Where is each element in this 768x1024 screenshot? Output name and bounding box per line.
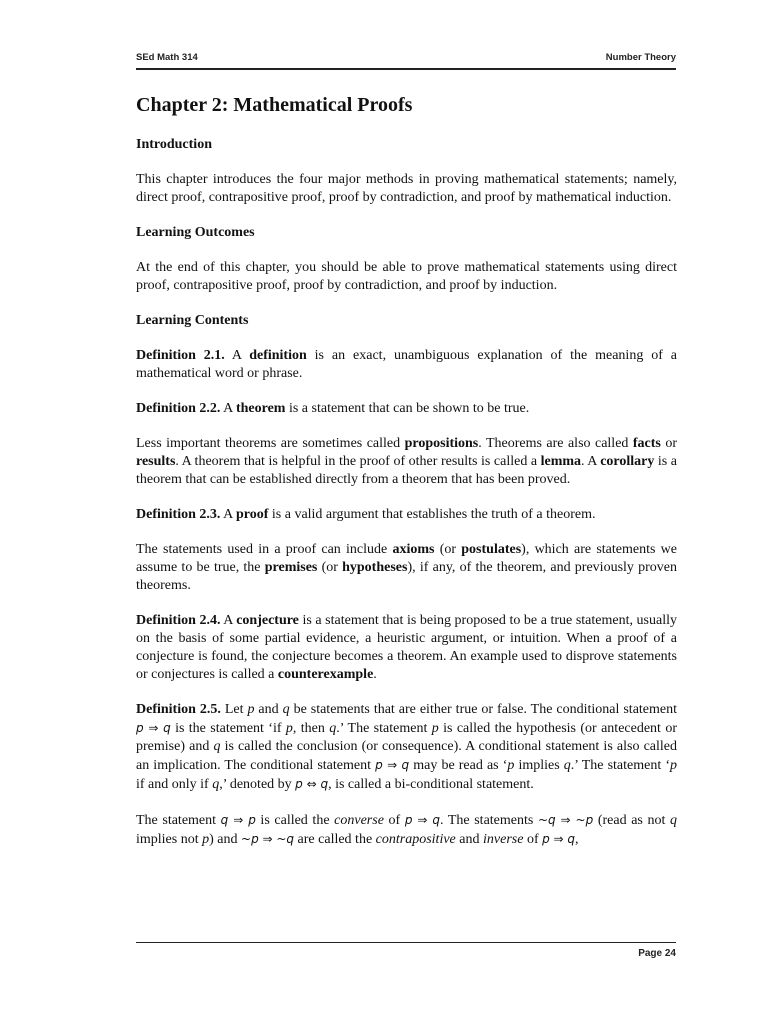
term: facts	[632, 436, 661, 451]
text: is the statement ‘if	[170, 721, 286, 736]
outcomes-text: At the end of this chapter, you should be able to prove mathematical statements using direct proof, contrapositive proof, proof by contradiction, and proof by induction.	[136, 260, 677, 293]
term-italic: inverse	[483, 832, 524, 847]
text: (or	[317, 560, 343, 575]
def-text: A	[224, 348, 250, 363]
def-text: is a valid argument that establishes the truth of a theorem.	[268, 507, 596, 522]
text: implies	[514, 758, 564, 773]
math-expression: q ⇒ p	[220, 813, 256, 827]
chapter-title: Chapter 2: Mathematical Proofs	[136, 94, 413, 116]
math-expression: p ⇒ q	[404, 813, 440, 827]
math-expression: p ⇒ q	[375, 758, 410, 772]
page-content	[136, 92, 677, 866]
definition-2-2	[136, 400, 677, 418]
math-expression: ~q ⇒ ~p	[537, 813, 594, 827]
footer-rule	[136, 942, 676, 943]
text: The statements used in a proof can include	[136, 542, 393, 557]
page-number: Page 24	[638, 948, 676, 959]
text: if and only if	[136, 777, 213, 792]
converse-paragraph	[136, 811, 677, 849]
text: . A theorem that is helpful in the proof of other results is called a	[175, 454, 541, 469]
term: corollary	[600, 454, 655, 469]
term: propositions	[404, 436, 479, 451]
header-course: SEd Math 314	[136, 52, 198, 63]
def-label: Definition 2.1.	[136, 348, 225, 363]
text: ), which are statements we assume to be true, the	[136, 542, 677, 575]
theorems-paragraph	[136, 435, 677, 489]
intro-heading: Introduction	[136, 137, 212, 152]
def-text: A	[220, 507, 236, 522]
intro-text: This chapter introduces the four major methods in proving mathematical statements; namely, direct proof, contrapositive proof, proof by contradiction, and proof by mathematical induction.	[136, 172, 677, 205]
text: is called the hypothesis (or antecedent or premise) and	[136, 721, 677, 754]
term: results	[136, 454, 176, 469]
def-text: A	[220, 613, 237, 628]
var-q: q	[282, 702, 290, 717]
def-text: .	[373, 667, 377, 682]
def-text: is a statement that is being proposed to be a true statement, usually on the basis of some partial evidence, a heuristic argument, or intuition. When a proof of a conjecture is found, the conjecture becomes a theorem. An example used to disprove statements or conjectures is called a	[136, 613, 677, 682]
text: , is called a bi-conditional statement.	[328, 777, 534, 792]
text: .’ The statement ‘	[570, 758, 670, 773]
header-rule	[136, 68, 676, 70]
term: postulates	[461, 542, 522, 557]
text: ), if any, of the theorem, and previously proven theorems.	[136, 560, 677, 593]
text: . The statements	[439, 813, 538, 828]
axioms-paragraph	[136, 541, 677, 595]
text: be statements that are either true or false. The conditional statement	[289, 702, 678, 717]
text: of	[383, 813, 405, 828]
text: Let	[220, 702, 248, 717]
text: and	[254, 702, 283, 717]
math-expression: p ⇒ q	[136, 721, 171, 735]
text: of	[523, 832, 543, 847]
page-header	[136, 52, 676, 63]
text: are called the	[294, 832, 376, 847]
math-expression: p ⇒ q	[542, 832, 576, 846]
def-term: theorem	[235, 401, 286, 416]
text: and	[455, 832, 483, 847]
var-q: q	[329, 721, 337, 736]
def-label: Definition 2.5.	[136, 702, 221, 717]
text: (read as not	[593, 813, 670, 828]
def-term: conjecture	[236, 613, 299, 628]
term-italic: converse	[334, 813, 384, 828]
def-term: proof	[235, 507, 269, 522]
def-label: Definition 2.4.	[136, 613, 221, 628]
term: lemma	[540, 454, 582, 469]
term: axioms	[392, 542, 435, 557]
var-q: q	[670, 813, 677, 828]
def-term: definition	[249, 348, 307, 363]
term: hypotheses	[342, 560, 408, 575]
definition-2-1	[136, 347, 677, 383]
definition-2-3	[136, 506, 677, 524]
var-p: p	[507, 758, 515, 773]
var-p: p	[202, 832, 210, 847]
text: (or	[434, 542, 462, 557]
var-p: p	[670, 758, 677, 773]
text: ) and	[209, 832, 242, 847]
var-q: q	[212, 777, 220, 792]
var-p: p	[431, 721, 439, 736]
header-subject: Number Theory	[605, 52, 676, 63]
def-text: is a statement that can be shown to be true.	[285, 401, 530, 416]
text: The statement	[136, 813, 221, 828]
var-q: q	[213, 739, 221, 754]
text: Less important theorems are sometimes called	[136, 436, 405, 451]
var-q: q	[563, 758, 571, 773]
text: is called the conclusion (or consequence). A conditional statement is also called an implication. The conditional statement	[136, 739, 677, 773]
text: .’ The statement	[336, 721, 432, 736]
var-p: p	[247, 702, 255, 717]
text: is called the	[255, 813, 335, 828]
contents-heading: Learning Contents	[136, 313, 249, 328]
text: ,’ denoted by	[219, 777, 296, 792]
text: . Theorems are also called	[478, 436, 633, 451]
def-label: Definition 2.2.	[136, 401, 221, 416]
text: is a theorem that can be established directly from a theorem that has been proved.	[136, 454, 677, 487]
def-text: is an exact, unambiguous explanation of the meaning of a mathematical word or phrase.	[136, 348, 677, 381]
var-p: p	[285, 721, 293, 736]
definition-2-4	[136, 612, 677, 684]
math-expression: p ⇔ q	[295, 777, 329, 791]
definition-2-5	[136, 701, 677, 794]
text: , then	[292, 721, 330, 736]
term: premises	[264, 560, 318, 575]
def-term: counterexample	[277, 667, 374, 682]
math-expression: ~p ⇒ ~q	[241, 832, 295, 846]
text: implies not	[136, 832, 203, 847]
outcomes-heading: Learning Outcomes	[136, 225, 255, 240]
def-label: Definition 2.3.	[136, 507, 221, 522]
text: may be read as ‘	[409, 758, 508, 773]
text: or	[660, 436, 677, 451]
def-text: A	[220, 401, 236, 416]
text: . A	[581, 454, 601, 469]
term-italic: contrapositive	[375, 832, 456, 847]
text: ,	[575, 832, 579, 847]
